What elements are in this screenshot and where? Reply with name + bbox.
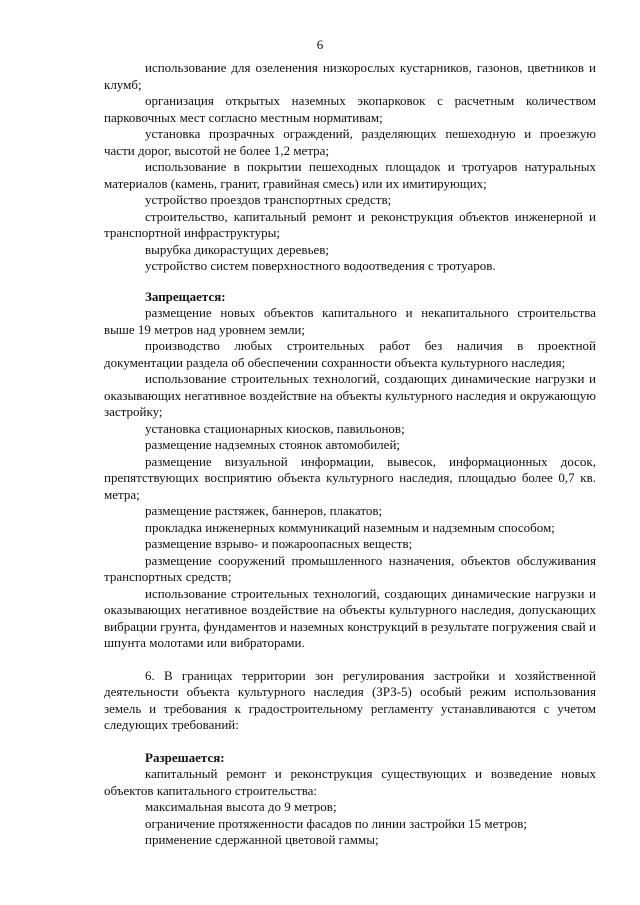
list-item: использование строительных технологий, создающих динамические нагрузки и оказывающих негативное воздействие на объекты культурного наследия и окружающую застройку; [104,371,596,419]
list-item: вырубка дикорастущих деревьев; [145,241,330,257]
list-item: строительство, капитальный ремонт и реконструкция объектов инженерной и транспортной инфраструктуры; [104,208,596,240]
list-item: устройство проездов транспортных средств; [145,192,392,207]
list-item: размещение новых объектов капитального и некапитального строительства выше 19 метров над уровнем земли; [104,305,596,337]
prohibited-heading: Запрещается: [145,288,226,304]
list-item: устройство систем поверхностного водоотведения с тротуаров. [145,258,496,273]
allowed-heading: Разрешается: [145,749,225,765]
allowed-list [104,766,596,849]
document-body [104,60,596,849]
list-item: ограничение протяженности фасадов по линии застройки 15 метров; [145,815,528,831]
list-item: производство любых строительных работ без наличия в проектной документации раздела об обеспечении сохранности объекта культурного наследия; [104,338,596,370]
list-item: организация открытых наземных экопарковок с расчетным количеством парковочных мест согласно местным нормативам; [104,93,596,125]
list-item: размещение надземных стоянок автомобилей; [145,437,401,452]
list-item: прокладка инженерных коммуникаций наземным и надземным способом; [145,519,555,535]
list-item: размещение взрыво- и пожароопасных веществ; [145,536,413,551]
page-number: 6 [316,37,324,52]
list-item: максимальная высота до 9 метров; [145,799,337,814]
prohibited-list [104,305,596,652]
list-item: установка прозрачных ограждений, разделяющих пешеходную и проезжую части дорог, высотой не более 1,2 метра; [104,126,596,158]
list-item: использование в покрытии пешеходных площадок и тротуаров натуральных материалов (камень, гранит, гравийная смесь) или их имитирующих; [104,159,596,191]
list-item: размещение растяжек, баннеров, плакатов; [145,503,383,518]
list-item: применение сдержанной цветовой гаммы; [145,832,379,847]
list-item: использование для озеленения низкорослых кустарников, газонов, цветников и клумб; [104,60,596,92]
list-item: размещение визуальной информации, вывесок, информационных досок, препятствующих восприятию объекта культурного наследия, площадью более 0,7 кв. метра; [104,453,596,502]
list-item: капитальный ремонт и реконструкция существующих и возведение новых объектов капитального строительства: [104,766,596,798]
list-item: установка стационарных киосков, павильонов; [145,420,405,436]
list-item: использование строительных технологий, создающих динамические нагрузки и оказывающих негативное воздействие на объекты культурного наследия, допускающих вибрации грунта, фундаментов и наземных конструкций в результате погружения свай и шпунта молотами или вибраторами. [104,585,596,650]
list-item: размещение сооружений промышленного назначения, объектов обслуживания транспортных средств; [104,552,596,584]
section-6-paragraph: 6. В границах территории зон регулирования застройки и хозяйственной деятельности объекта культурного наследия (ЗРЗ-5) особый режим использования земель и требования к градостроительному регламенту устанавливаются с учетом следующих требований: [104,667,596,732]
permitted-list-continued [104,60,596,275]
